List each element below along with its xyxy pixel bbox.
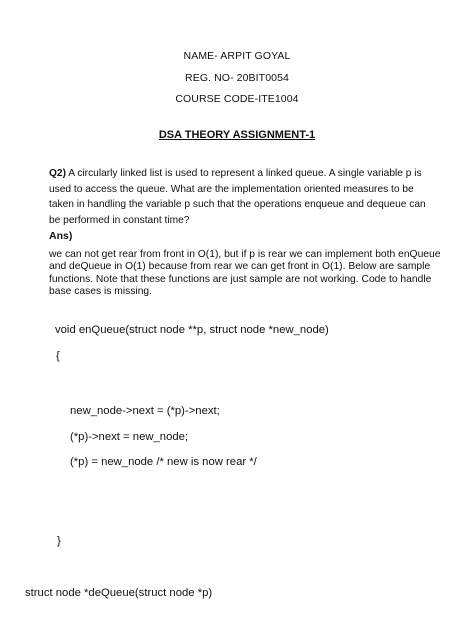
registration-number: REG. NO- 20BIT0054	[185, 72, 289, 84]
code-line-open-brace: {	[56, 350, 60, 362]
assignment-title: DSA THEORY ASSIGNMENT-1	[158, 129, 316, 141]
code-line-update-rear: (*p) = new_node /* new is now rear */	[70, 456, 257, 468]
question-block	[49, 166, 439, 228]
answer-text: we can not get rear from front in O(1), but if p is rear we can implement both enQueue and deQueue in O(1) because from rear we can get front in O(1). Below are sample functions. Note that these functions are just sample are not working. Code to handle base cases is missing.	[49, 249, 441, 297]
code-line-assign-next: new_node->next = (*p)->next;	[70, 405, 220, 417]
code-line-close-brace: }	[57, 535, 61, 547]
question-text: A circularly linked list is used to represent a linked queue. A single variable p is used to access the queue. What are the implementation oriented measures to be taken in handling the variable p such that the operations enqueue and dequeue can be performed in constant time?	[49, 168, 426, 226]
code-line-dequeue-signature: struct node *deQueue(struct node *p)	[25, 587, 213, 599]
answer-label: Ans)	[49, 230, 73, 242]
student-name: NAME- ARPIT GOYAL	[183, 50, 291, 62]
course-code: COURSE CODE-ITE1004	[175, 93, 299, 105]
question-number: Q2)	[49, 168, 66, 179]
code-line-enqueue-signature: void enQueue(struct node **p, struct node *new_node)	[55, 324, 329, 336]
code-line-link-node: (*p)->next = new_node;	[70, 431, 189, 443]
